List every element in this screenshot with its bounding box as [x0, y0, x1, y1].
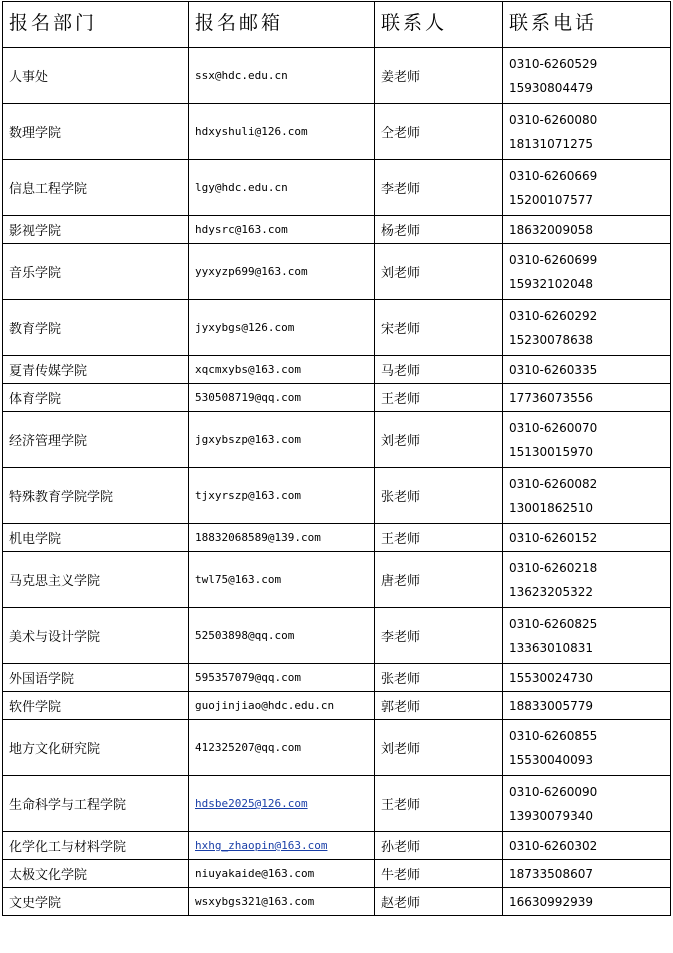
contact-cell: 马老师 — [375, 356, 503, 384]
phone-cell — [503, 776, 671, 832]
dept-cell: 文史学院 — [3, 888, 189, 916]
phone-number: 16630992939 — [509, 894, 593, 909]
table-row — [3, 720, 671, 776]
dept-cell: 机电学院 — [3, 524, 189, 552]
phone-number: 0310-6260070 — [509, 420, 598, 435]
email-cell: 18832068589@139.com — [189, 524, 375, 552]
phone-cell — [503, 608, 671, 664]
table-row — [3, 608, 671, 664]
phone-number: 13001862510 — [509, 500, 593, 515]
phone-number: 18131071275 — [509, 136, 593, 151]
dept-cell: 人事处 — [3, 48, 189, 104]
table-row — [3, 244, 671, 300]
phone-cell — [503, 356, 671, 384]
table-row — [3, 48, 671, 104]
table-row — [3, 888, 671, 916]
email-cell: yyxyzp699@163.com — [189, 244, 375, 300]
table-row — [3, 468, 671, 524]
phone-number: 15530040093 — [509, 752, 593, 767]
dept-cell: 夏青传媒学院 — [3, 356, 189, 384]
email-cell: wsxybgs321@163.com — [189, 888, 375, 916]
phone-number: 0310-6260825 — [509, 616, 598, 631]
phone-number: 18833005779 — [509, 698, 593, 713]
phone-cell — [503, 524, 671, 552]
phone-cell — [503, 412, 671, 468]
header-contact: 联系人 — [375, 2, 503, 48]
dept-cell: 外国语学院 — [3, 664, 189, 692]
table-row — [3, 552, 671, 608]
phone-number: 0310-6260699 — [509, 252, 598, 267]
phone-cell — [503, 244, 671, 300]
phone-cell — [503, 300, 671, 356]
table-row — [3, 104, 671, 160]
header-row — [3, 2, 671, 48]
contact-cell: 张老师 — [375, 468, 503, 524]
recruitment-contacts-table — [2, 1, 671, 916]
phone-number: 13363010831 — [509, 640, 593, 655]
contact-cell: 唐老师 — [375, 552, 503, 608]
contact-cell: 姜老师 — [375, 48, 503, 104]
phone-number: 13930079340 — [509, 808, 593, 823]
email-cell: hdysrc@163.com — [189, 216, 375, 244]
phone-number: 15932102048 — [509, 276, 593, 291]
phone-number: 0310-6260218 — [509, 560, 598, 575]
dept-cell: 生命科学与工程学院 — [3, 776, 189, 832]
email-cell: niuyakaide@163.com — [189, 860, 375, 888]
phone-number: 0310-6260529 — [509, 56, 598, 71]
dept-cell: 特殊教育学院学院 — [3, 468, 189, 524]
phone-cell — [503, 160, 671, 216]
contact-cell: 王老师 — [375, 384, 503, 412]
phone-cell — [503, 888, 671, 916]
phone-cell — [503, 720, 671, 776]
email-cell: xqcmxybs@163.com — [189, 356, 375, 384]
contact-cell: 张老师 — [375, 664, 503, 692]
contact-cell: 赵老师 — [375, 888, 503, 916]
email-cell: jyxybgs@126.com — [189, 300, 375, 356]
table-row — [3, 216, 671, 244]
contact-cell: 王老师 — [375, 524, 503, 552]
phone-number: 18632009058 — [509, 222, 593, 237]
table-row — [3, 412, 671, 468]
phone-number: 0310-6260292 — [509, 308, 598, 323]
header-email: 报名邮箱 — [189, 2, 375, 48]
dept-cell: 信息工程学院 — [3, 160, 189, 216]
phone-cell — [503, 104, 671, 160]
phone-number: 18733508607 — [509, 866, 593, 881]
dept-cell: 影视学院 — [3, 216, 189, 244]
contact-cell: 李老师 — [375, 608, 503, 664]
header-phone: 联系电话 — [503, 2, 671, 48]
phone-cell — [503, 48, 671, 104]
dept-cell: 太极文化学院 — [3, 860, 189, 888]
table-row — [3, 664, 671, 692]
phone-number: 0310-6260855 — [509, 728, 598, 743]
dept-cell: 马克思主义学院 — [3, 552, 189, 608]
email-cell: ssx@hdc.edu.cn — [189, 48, 375, 104]
phone-number: 15200107577 — [509, 192, 593, 207]
phone-number: 15530024730 — [509, 670, 593, 685]
dept-cell: 音乐学院 — [3, 244, 189, 300]
phone-number: 0310-6260152 — [509, 530, 598, 545]
contact-cell: 刘老师 — [375, 412, 503, 468]
table-row — [3, 692, 671, 720]
email-cell: 595357079@qq.com — [189, 664, 375, 692]
dept-cell: 化学化工与材料学院 — [3, 832, 189, 860]
phone-number: 15230078638 — [509, 332, 593, 347]
dept-cell: 经济管理学院 — [3, 412, 189, 468]
email-cell: 412325207@qq.com — [189, 720, 375, 776]
table-body — [3, 48, 671, 916]
phone-cell — [503, 860, 671, 888]
email-cell: tjxyrszp@163.com — [189, 468, 375, 524]
email-cell: lgy@hdc.edu.cn — [189, 160, 375, 216]
phone-number: 15930804479 — [509, 80, 593, 95]
table-row — [3, 832, 671, 860]
phone-cell — [503, 552, 671, 608]
email-cell: hdxyshuli@126.com — [189, 104, 375, 160]
phone-cell — [503, 384, 671, 412]
phone-number: 0310-6260669 — [509, 168, 598, 183]
email-cell: jgxybszp@163.com — [189, 412, 375, 468]
phone-number: 0310-6260080 — [509, 112, 598, 127]
contact-cell: 王老师 — [375, 776, 503, 832]
email-cell: 52503898@qq.com — [189, 608, 375, 664]
table-row — [3, 300, 671, 356]
phone-number: 17736073556 — [509, 390, 593, 405]
phone-number: 0310-6260090 — [509, 784, 598, 799]
email-cell: guojinjiao@hdc.edu.cn — [189, 692, 375, 720]
email-link[interactable]: hdsbe2025@126.com — [189, 776, 375, 832]
dept-cell: 美术与设计学院 — [3, 608, 189, 664]
contact-cell: 刘老师 — [375, 720, 503, 776]
contact-cell: 郭老师 — [375, 692, 503, 720]
phone-cell — [503, 664, 671, 692]
table-row — [3, 776, 671, 832]
phone-number: 13623205322 — [509, 584, 593, 599]
contact-cell: 仝老师 — [375, 104, 503, 160]
contact-cell: 牛老师 — [375, 860, 503, 888]
email-cell: twl75@163.com — [189, 552, 375, 608]
dept-cell: 地方文化研究院 — [3, 720, 189, 776]
contact-cell: 宋老师 — [375, 300, 503, 356]
contact-cell: 孙老师 — [375, 832, 503, 860]
dept-cell: 教育学院 — [3, 300, 189, 356]
dept-cell: 数理学院 — [3, 104, 189, 160]
phone-cell — [503, 216, 671, 244]
table-row — [3, 384, 671, 412]
header-dept: 报名部门 — [3, 2, 189, 48]
contact-cell: 李老师 — [375, 160, 503, 216]
dept-cell: 软件学院 — [3, 692, 189, 720]
phone-number: 0310-6260335 — [509, 362, 598, 377]
phone-number: 0310-6260082 — [509, 476, 598, 491]
table-row — [3, 160, 671, 216]
dept-cell: 体育学院 — [3, 384, 189, 412]
table-row — [3, 356, 671, 384]
email-link[interactable]: hxhg_zhaopin@163.com — [189, 832, 375, 860]
phone-cell — [503, 832, 671, 860]
phone-number: 0310-6260302 — [509, 838, 598, 853]
table-row — [3, 524, 671, 552]
table-row — [3, 860, 671, 888]
contact-cell: 刘老师 — [375, 244, 503, 300]
phone-cell — [503, 692, 671, 720]
email-cell: 530508719@qq.com — [189, 384, 375, 412]
phone-cell — [503, 468, 671, 524]
contact-cell: 杨老师 — [375, 216, 503, 244]
phone-number: 15130015970 — [509, 444, 593, 459]
